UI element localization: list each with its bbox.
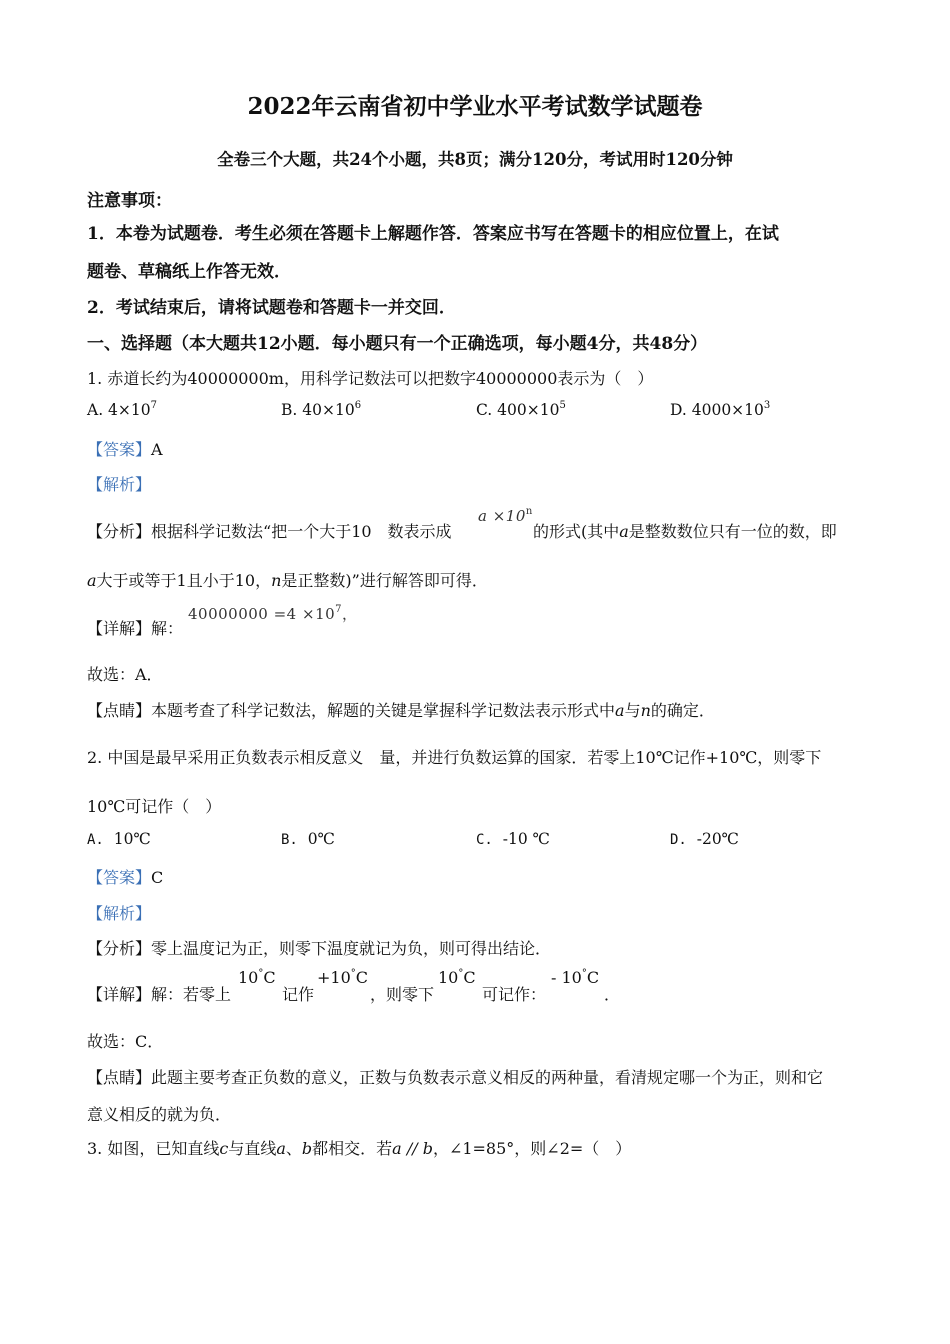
q1-fenxi-line-1-tail <box>533 519 837 542</box>
q1-fenxi-line-2-text-2: 是正整数)”进行解答即可得． <box>281 571 488 590</box>
q1-dianjing-text-2: 与 <box>624 701 641 720</box>
q2-detail-text-4: 可记作： <box>482 985 547 1004</box>
q3-text-1: 3. 如图，已知直线 <box>87 1139 220 1158</box>
q2-detail-tag: 【详解】 <box>87 985 152 1004</box>
q1-dianjing-n: n <box>640 701 651 720</box>
q1-fenxi-formula-exponent: n <box>525 506 533 517</box>
q2-dianjing-line-2: 意义相反的就为负． <box>87 1105 232 1124</box>
q3-parallel-symbol: // <box>406 1139 418 1158</box>
q2-option-a-value: 10℃ <box>113 830 151 848</box>
q1-option-c-label: C. 400×10 <box>476 401 560 419</box>
q2-option-b <box>281 830 335 848</box>
q2-answer-tag: 【答案】 <box>87 868 152 887</box>
q1-detail-formula-text: 40000000 =4 ×10 <box>188 605 336 623</box>
q1-fenxi-line-1 <box>87 519 452 542</box>
q2-temp-1-degree: ° <box>258 968 264 979</box>
q2-option-d-value: -20℃ <box>696 830 740 848</box>
q2-temp-3-degree: ° <box>458 968 464 979</box>
q2-detail-temp-2 <box>317 968 368 987</box>
q3-var-a: a <box>276 1139 286 1158</box>
q2-detail-start <box>87 982 231 1005</box>
q2-temp-4-number: - 10 <box>551 968 582 987</box>
q2-option-c-value: -10 ℃ <box>502 830 550 848</box>
notice-item-1-line-1: 1．本卷为试题卷．考生必须在答题卡上解题作答．答案应书写在答题卡的相应位置上，在试 <box>87 224 779 244</box>
q1-fenxi-variable-a: a <box>619 522 629 541</box>
q2-stem-line-2: 10℃可记作（ ） <box>87 797 222 816</box>
q2-detail-text-2: 记作 <box>282 985 315 1004</box>
q2-fenxi <box>87 936 551 959</box>
q1-fenxi-line-2-text-1: 大于或等于1且小于10， <box>96 571 272 590</box>
q2-temp-1-unit: C <box>263 968 276 987</box>
q3-stem <box>87 1136 631 1159</box>
exam-title: 2022年云南省初中学业水平考试数学试题卷 <box>247 93 703 120</box>
q2-temp-2-unit: C <box>355 968 369 987</box>
q1-detail-formula-exponent: 7 <box>335 604 343 615</box>
q2-detail-end: ． <box>604 985 621 1004</box>
q1-choice: 故选：A． <box>87 665 163 684</box>
q2-temp-3-unit: C <box>463 968 476 987</box>
q2-temp-2-number: +10 <box>317 968 351 987</box>
q2-option-c-letter: C. <box>476 832 493 848</box>
q2-answer <box>87 865 163 888</box>
q1-fenxi-formula <box>478 507 533 525</box>
q2-stem-line-1: 2. 中国是最早采用正负数表示相反意义 量，并进行负数运算的国家．若零上10℃记作+10℃，则零下 <box>87 748 822 767</box>
q1-fenxi-tag: 【分析】 <box>87 522 152 541</box>
q2-choice: 故选：C． <box>87 1032 164 1051</box>
q3-text-3: 、 <box>285 1139 302 1158</box>
notice-item-2: 2．考试结束后，请将试题卷和答题卡一并交回． <box>87 298 456 318</box>
q1-dianjing <box>87 698 715 721</box>
q1-dianjing-a: a <box>615 701 625 720</box>
q1-detail <box>87 616 183 639</box>
q1-option-b-exponent: 6 <box>354 400 362 411</box>
q1-detail-tag: 【详解】 <box>87 619 152 638</box>
q1-dianjing-text-3: 的确定． <box>650 701 715 720</box>
q1-option-a-exponent: 7 <box>150 400 157 411</box>
q1-option-d <box>670 401 770 419</box>
q2-option-d <box>670 830 739 848</box>
q3-text-5: ，∠1=85°，则∠2=（ ） <box>432 1139 632 1158</box>
q1-answer-value: A <box>151 440 163 459</box>
q3-var-b: b <box>301 1139 313 1158</box>
q1-fenxi-line-2 <box>87 568 488 591</box>
q2-temp-3-number: 10 <box>438 968 459 987</box>
q2-temp-4-degree: ° <box>581 968 587 979</box>
q3-var-a-2: a <box>392 1139 402 1158</box>
q1-option-b-label: B. 40×10 <box>281 401 355 419</box>
q2-option-d-letter: D. <box>670 832 687 848</box>
exam-subtitle: 全卷三个大题，共24个小题，共8页；满分120分，考试用时120分钟 <box>217 150 733 169</box>
q3-text-2: 与直线 <box>228 1139 277 1158</box>
q1-fenxi-text-1: 根据科学记数法“把一个大于10 数表示成 <box>151 522 452 541</box>
q2-analysis-tag: 【解析】 <box>87 904 152 923</box>
notice-heading: 注意事项： <box>87 191 172 211</box>
q2-option-c <box>476 830 550 848</box>
q2-dianjing-tag: 【点睛】 <box>87 1068 152 1087</box>
q1-detail-formula-suffix: ， <box>342 605 358 623</box>
q2-option-a-letter: A. <box>87 832 104 848</box>
q1-detail-formula <box>188 603 358 624</box>
q1-fenxi-formula-base: a ×10 <box>478 507 526 525</box>
q2-detail-text-1: 解：若零上 <box>151 985 232 1004</box>
q2-detail-text-3: ，则零下 <box>370 985 435 1004</box>
q1-stem: 1. 赤道长约为40000000m，用科学记数法可以把数字40000000表示为（ ） <box>87 369 654 388</box>
q2-fenxi-tag: 【分析】 <box>87 939 152 958</box>
q2-option-a <box>87 830 151 848</box>
notice-item-1-line-2: 题卷、草稿纸上作答无效． <box>87 262 291 282</box>
q1-option-c <box>476 401 566 419</box>
q2-temp-2-degree: ° <box>350 968 356 979</box>
q1-analysis-tag: 【解析】 <box>87 475 152 494</box>
q1-fenxi-line-2-a: a <box>87 571 97 590</box>
q2-detail-temp-3 <box>438 968 476 987</box>
q3-text-4: 都相交．若 <box>312 1139 393 1158</box>
q1-option-d-exponent: 3 <box>763 400 771 411</box>
q1-fenxi-text-3: 是整数数位只有一位的数，即 <box>628 522 837 541</box>
q2-detail-temp-4 <box>551 968 599 987</box>
q1-option-d-label: D. 4000×10 <box>670 401 764 419</box>
q2-option-b-letter: B. <box>281 832 298 848</box>
q2-temp-4-unit: C <box>586 968 600 987</box>
q1-answer-tag: 【答案】 <box>87 440 152 459</box>
q1-detail-prefix: 解： <box>151 619 184 638</box>
section-1-heading: 一、选择题（本大题共12小题．每小题只有一个正确选项，每小题4分，共48分） <box>87 334 708 354</box>
q2-dianjing-text-1: 此题主要考查正负数的意义，正数与负数表示意义相反的两种量，看清规定哪一个为正，则和它 <box>151 1068 824 1087</box>
q1-option-c-exponent: 5 <box>559 400 566 411</box>
q1-dianjing-tag: 【点睛】 <box>87 701 152 720</box>
q1-option-b <box>281 401 361 419</box>
q2-answer-value: C <box>151 868 164 887</box>
q1-answer <box>87 437 163 460</box>
q1-dianjing-text-1: 本题考查了科学记数法，解题的关键是掌握科学记数法表示形式中 <box>151 701 616 720</box>
q2-dianjing-line-1 <box>87 1065 823 1088</box>
q2-fenxi-text: 零上温度记为正，则零下温度就记为负，则可得出结论． <box>151 939 552 958</box>
q2-detail-temp-1 <box>238 968 276 987</box>
q3-var-b-2: b <box>422 1139 433 1158</box>
q1-option-a-label: A. 4×10 <box>87 401 151 419</box>
q1-fenxi-line-2-n: n <box>271 571 282 590</box>
q1-fenxi-text-2: 的形式(其中 <box>533 522 620 541</box>
q2-temp-1-number: 10 <box>238 968 259 987</box>
q2-option-b-value: 0℃ <box>307 830 335 848</box>
q3-var-c: c <box>219 1139 229 1158</box>
q1-option-a <box>87 401 157 419</box>
